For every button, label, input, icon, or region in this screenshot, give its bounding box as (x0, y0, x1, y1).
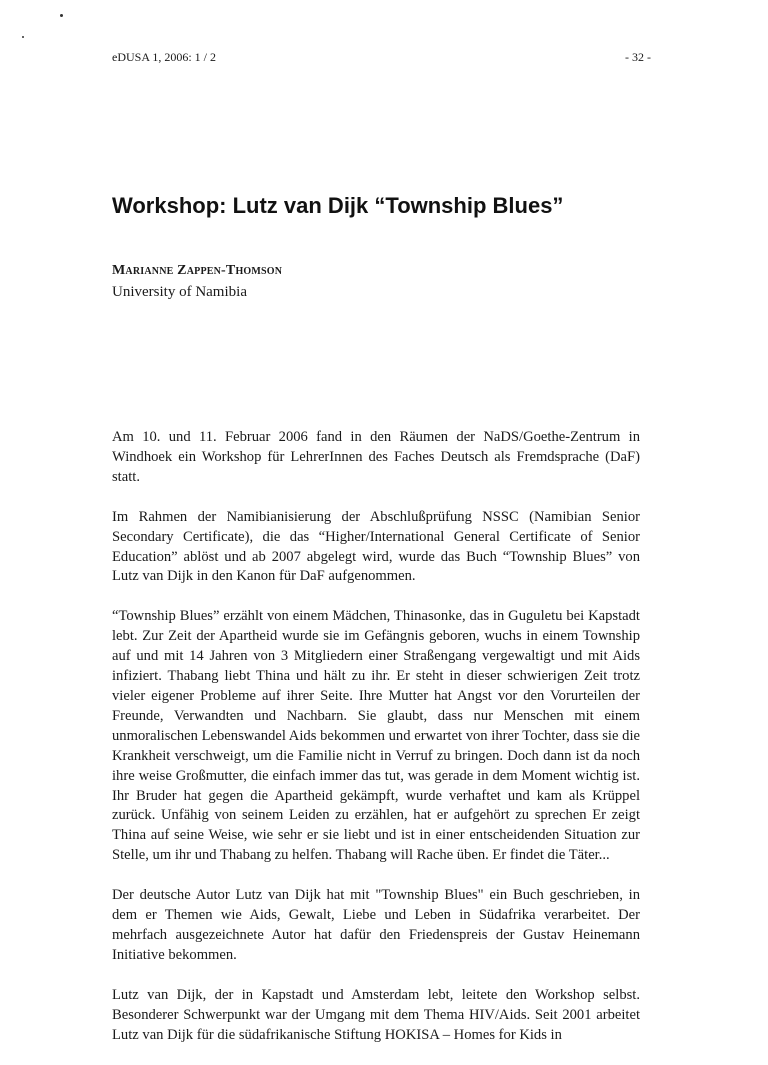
article-title: Workshop: Lutz van Dijk “Township Blues” (112, 193, 564, 218)
paragraph-5: Lutz van Dijk, der in Kapstadt und Amsterdam lebt, leitete den Workshop selbst. Besonderer Schwerpunkt war der Umgang mit dem Thema HIV/Aids. Seit 2001 arbeitet Lutz van Dijk für die südafrikanische Stiftung HOKISA – Homes for Kids in (112, 986, 640, 1043)
scan-speck (22, 36, 24, 38)
paragraph-3: “Township Blues” erzählt von einem Mädchen, Thinasonke, das in Guguletu bei Kapstadt lebt. Zur Zeit der Apartheid wurde sie im Gefängnis geboren, wuchs in einem Township auf und mit 14 Jahren von 3 Mitgliedern einer Straßengang vergewaltigt und mit Aids infiziert. Thabang liebt Thina und hält zu ihr. Er steht in dieser schwierigen Zeit trotz vieler eigener Probleme auf ihrer Seite. Ihre Mutter hat Angst vor den Vorurteilen der Freunde, Verwandten und Nachbarn. Sie glaubt, dass nur Menschen mit einem unmoralischen Lebenswandel Aids bekommen und erwartet von ihrer Tochter, dass sie die Krankheit verschweigt, um die Familie nicht in Verruf zu bringen. Doch dann ist da noch ihre weise Großmutter, die einfach immer das tut, was gerade in dem Moment wichtig ist. Ihr Bruder hat gegen die Apartheid gekämpft, wurde verhaftet und kam als Krüppel zurück. Unfähig von seinem Leiden zu erzählen, hat er aufgehört zu sprechen Er zeigt Thina auf seine Weise, wie sehr er sie liebt und ist in einer entscheidenden Situation zur Stelle, um ihr und Thabang zu helfen. Thabang will Rache üben. Er findet die Täter... (112, 608, 640, 864)
page-number: - 32 - (625, 50, 651, 64)
scan-speck (60, 14, 63, 17)
author-affiliation: University of Namibia (112, 284, 247, 300)
paragraph-2: Im Rahmen der Namibianisierung der Abschlußprüfung NSSC (Namibian Senior Secondary Certificate), die das “Higher/International General Certificate of Senior Education” ablöst und ab 2007 abgelegt wird, wurde das Buch “Township Blues” von Lutz van Dijk in den Kanon für DaF aufgenommen. (112, 508, 640, 585)
article-body (112, 428, 640, 1065)
running-header-journal: eDUSA 1, 2006: 1 / 2 (112, 50, 217, 64)
paragraph-4: Der deutsche Autor Lutz van Dijk hat mit "Township Blues" ein Buch geschrieben, in dem er Themen wie Aids, Gewalt, Liebe und Leben in Südafrika verarbeitet. Der mehrfach ausgezeichnete Autor hat dafür den Friedenspreis der Gustav Heinemann Initiative bekommen. (112, 887, 640, 963)
paragraph-1: Am 10. und 11. Februar 2006 fand in den Räumen der NaDS/Goethe-Zentrum in Windhoek ein Workshop für LehrerInnen des Faches Deutsch als Fremdsprache (DaF) statt. (112, 429, 640, 485)
author-name: Marianne Zappen-Thomson (112, 263, 283, 278)
